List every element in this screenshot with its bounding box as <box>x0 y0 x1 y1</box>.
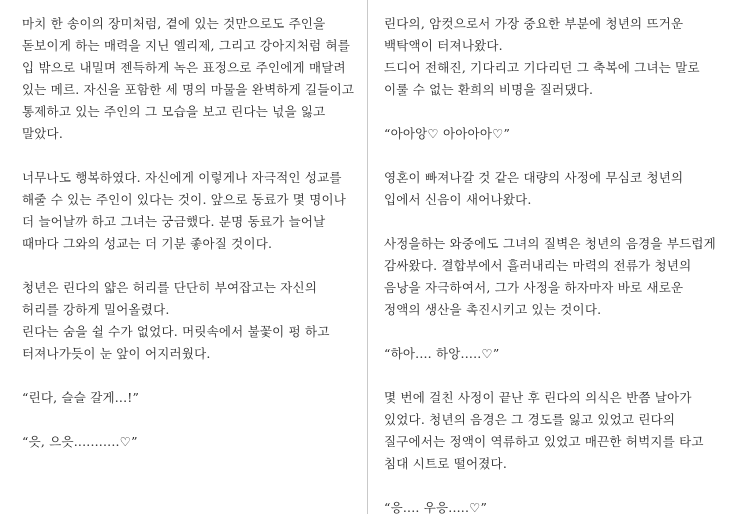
dialogue <box>384 343 722 365</box>
text-line: 침대 시트로 떨어졌다. <box>384 456 507 471</box>
paragraph-gap <box>384 475 722 497</box>
paragraph-gap <box>384 321 722 343</box>
paragraph <box>384 167 722 211</box>
text-line: “읏, 으읏...........♡” <box>22 434 138 449</box>
text-line: 해줄 수 있는 주인이 있다는 것이. 앞으로 동료가 몇 명이나 <box>22 192 347 207</box>
paragraph-gap <box>384 145 722 167</box>
paragraph <box>384 387 722 475</box>
paragraph <box>384 233 722 321</box>
paragraph-gap <box>22 365 354 387</box>
text-line: “하아.... 하앙.....♡” <box>384 346 500 361</box>
text-line: “아아앙♡ 아아아아♡” <box>384 126 511 141</box>
text-line: 있었다. 청년의 음경은 그 경도를 잃고 있었고 린다의 <box>384 412 676 427</box>
text-line: 너무나도 행복하였다. 자신에게 이렇게나 자극적인 성교를 <box>22 170 342 185</box>
left-page <box>0 0 368 514</box>
text-line: 통제하고 있는 주인의 그 모습을 보고 린다는 넋을 잃고 <box>22 104 326 119</box>
text-line: 터져나가듯이 눈 앞이 어지러웠다. <box>22 346 211 361</box>
dialogue <box>22 387 354 409</box>
text-line: 감싸왔다. 결합부에서 흘러내리는 마력의 전류가 청년의 <box>384 258 692 273</box>
right-page <box>368 0 736 514</box>
text-line: “응.... 우응.....♡” <box>384 500 488 515</box>
text-line: 입 밖으로 내밀며 젠득하게 녹은 표정으로 주인에게 매달려 <box>22 60 346 75</box>
text-line: 음낭을 자극하여서, 그가 사정을 하자마자 바로 새로운 <box>384 280 684 295</box>
text-line: 질구에서는 정액이 역류하고 있었고 매끈한 허벅지를 타고 <box>384 434 704 449</box>
paragraph-gap <box>384 211 722 233</box>
text-line: 린다는 숨을 쉴 수가 없었다. 머릿속에서 불꽃이 펑 하고 <box>22 324 330 339</box>
text-line: 입에서 신음이 새어나왔다. <box>384 192 532 207</box>
text-line: 돋보이게 하는 매력을 지닌 엘리제, 그리고 강아지처럼 혀를 <box>22 38 350 53</box>
text-line: “린다, 슬슬 갈게...!” <box>22 390 140 405</box>
text-line: 허리를 강하게 밀어올렸다. <box>22 302 170 317</box>
paragraph-gap <box>22 409 354 431</box>
text-line: 있는 메르. 자신을 포함한 세 명의 마물을 완벽하게 길들이고 <box>22 82 355 97</box>
dialogue <box>22 431 354 453</box>
text-line: 백탁액이 터져나왔다. <box>384 38 503 53</box>
text-line: 더 늘어날까 하고 그녀는 궁금했다. 분명 동료가 늘어날 <box>22 214 326 229</box>
paragraph <box>22 167 354 255</box>
paragraph-gap <box>384 101 722 123</box>
text-line: 린다의, 암컷으로서 가장 중요한 부분에 청년의 뜨거운 <box>384 16 684 31</box>
paragraph <box>22 13 354 145</box>
text-line: 때마다 그와의 성교는 더 기분 좋아질 것이다. <box>22 236 273 251</box>
dialogue <box>384 123 722 145</box>
text-line: 영혼이 빠져나갈 것 같은 대량의 사정에 무심코 청년의 <box>384 170 684 185</box>
paragraph <box>22 277 354 365</box>
text-line: 청년은 린다의 얇은 허리를 단단히 부여잡고는 자신의 <box>22 280 318 295</box>
text-line: 마치 한 송이의 장미처럼, 곁에 있는 것만으로도 주인을 <box>22 16 326 31</box>
text-line: 몇 번에 걸친 사정이 끝난 후 린다의 의식은 반쯤 날아가 <box>384 390 692 405</box>
dialogue <box>384 497 722 519</box>
text-line: 드디어 전해진, 기다리고 기다리던 그 축복에 그녀는 말로 <box>384 60 700 75</box>
paragraph-gap <box>384 365 722 387</box>
paragraph-gap <box>22 145 354 167</box>
text-line: 사정을하는 와중에도 그녀의 질벽은 청년의 음경을 부드럽게 <box>384 236 716 251</box>
paragraph-gap <box>22 255 354 277</box>
text-line: 이룰 수 없는 환희의 비명을 질러댔다. <box>384 82 594 97</box>
text-line: 말았다. <box>22 126 63 141</box>
paragraph <box>384 13 722 101</box>
text-line: 정액의 생산을 촉진시키고 있는 것이다. <box>384 302 602 317</box>
